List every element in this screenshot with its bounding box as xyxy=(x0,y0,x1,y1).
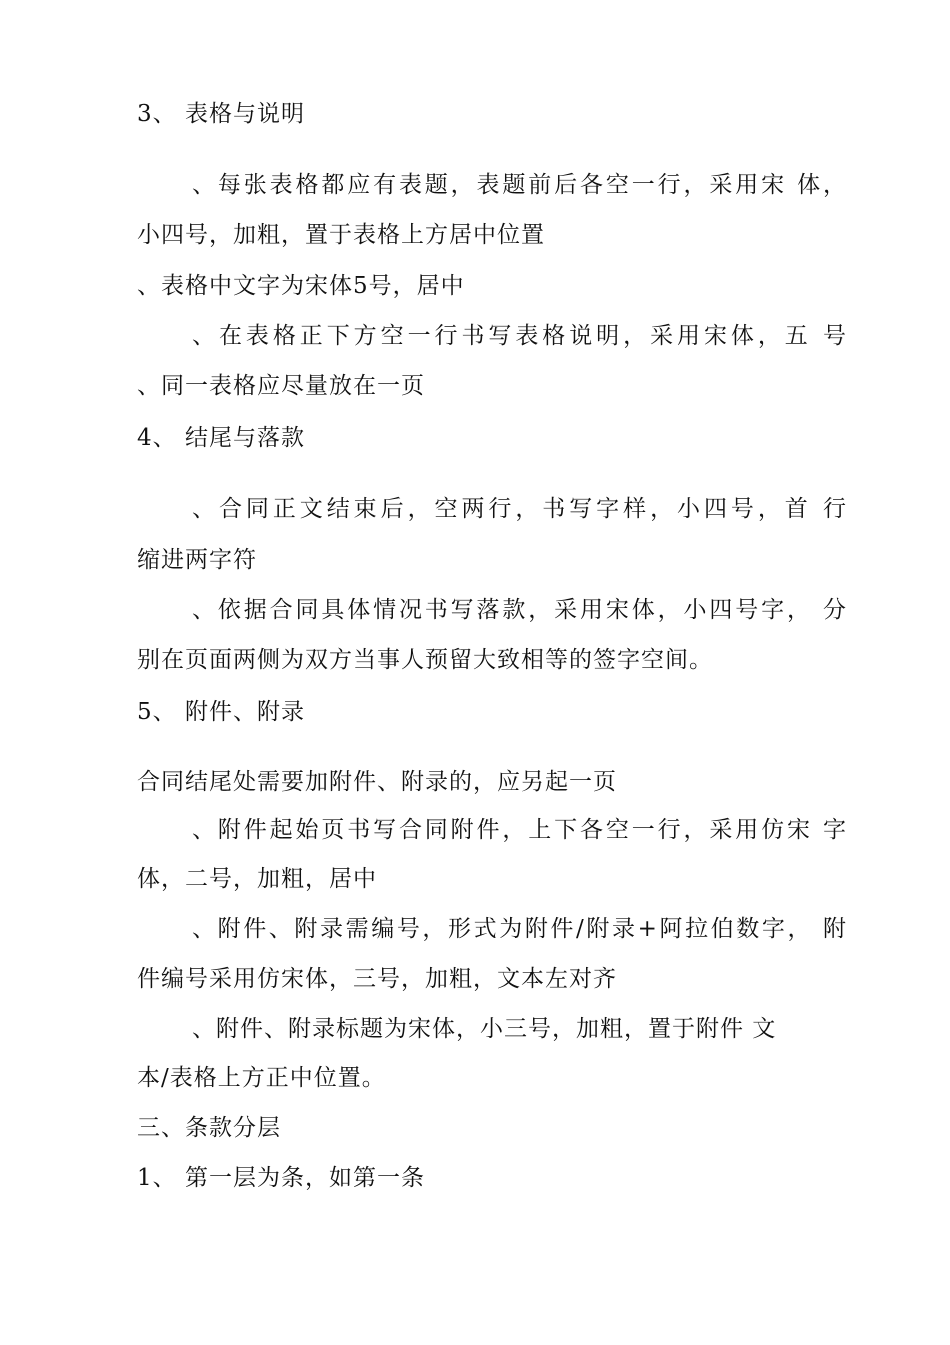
paragraph-line: 、同一表格应尽量放在一页 xyxy=(137,373,425,399)
paragraph-line: 小四号，加粗，置于表格上方居中位置 xyxy=(137,222,545,248)
paragraph-line: 、表格中文字为宋体5号，居中 xyxy=(137,273,465,299)
list-item: 1、 第一层为条，如第一条 xyxy=(137,1165,425,1191)
paragraph-line: 、合同正文结束后，空两行，书写字样，小四号，首 行 xyxy=(192,496,847,522)
paragraph-line: 、每张表格都应有表题，表题前后各空一行，采用宋 体， xyxy=(192,172,847,198)
paragraph-line: 本/表格上方正中位置。 xyxy=(137,1065,386,1091)
section-heading-attachments: 5、 附件、附录 xyxy=(137,699,305,725)
paragraph-line: 合同结尾处需要加附件、附录的，应另起一页 xyxy=(137,769,617,795)
paragraph-line: 件编号采用仿宋体，三号，加粗，文本左对齐 xyxy=(137,966,617,992)
paragraph-line: 、附件起始页书写合同附件，上下各空一行，采用仿宋 字 xyxy=(192,817,847,843)
paragraph-line: 、附件、附录需编号，形式为附件/附录+阿拉伯数字， 附 xyxy=(192,916,847,942)
paragraph-line: 、在表格正下方空一行书写表格说明，采用宋体，五 号 xyxy=(192,323,847,349)
paragraph-line: 、依据合同具体情况书写落款，采用宋体，小四号字， 分 xyxy=(192,597,847,623)
paragraph-line: 体，二号，加粗，居中 xyxy=(137,866,377,892)
section-heading-ending: 4、 结尾与落款 xyxy=(137,425,305,451)
section-heading-tables: 3、 表格与说明 xyxy=(137,101,305,127)
paragraph-line: 别在页面两侧为双方当事人预留大致相等的签字空间。 xyxy=(137,647,713,673)
paragraph-line: 缩进两字符 xyxy=(137,547,257,573)
paragraph-line: 、附件、附录标题为宋体，小三号，加粗，置于附件 文 xyxy=(192,1016,777,1042)
section-heading-clause-levels: 三、条款分层 xyxy=(137,1115,281,1141)
